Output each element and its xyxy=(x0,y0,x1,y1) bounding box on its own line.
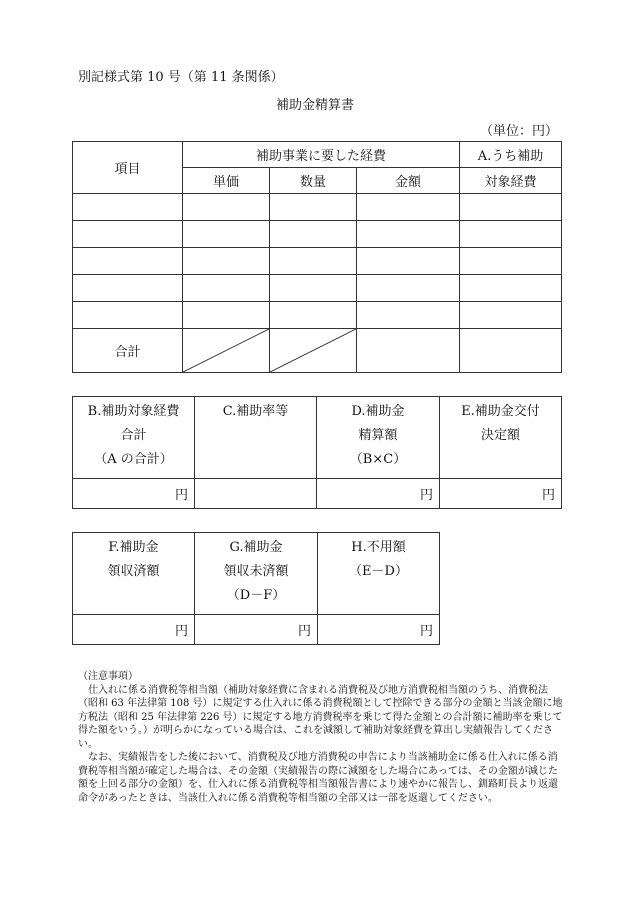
eligible-cell[interactable] xyxy=(460,275,562,302)
notes-section xyxy=(78,670,564,805)
item-cell[interactable] xyxy=(73,248,183,275)
quantity-cell[interactable] xyxy=(270,248,357,275)
yen-label: 円 xyxy=(297,624,311,639)
f-line1: F.補助金 xyxy=(108,540,159,555)
amount-cell[interactable] xyxy=(357,221,460,248)
yen-label: 円 xyxy=(174,624,188,639)
yen-label: 円 xyxy=(419,624,433,639)
amount-cell[interactable] xyxy=(357,275,460,302)
eligible-cell[interactable] xyxy=(460,302,562,329)
eligible-header-line2: 対象経費 xyxy=(460,168,562,194)
g-line3: （D－F） xyxy=(226,588,286,603)
table-row xyxy=(73,302,562,329)
eligible-header-line1: A.うち補助 xyxy=(460,142,562,168)
g-value-cell[interactable] xyxy=(195,615,318,645)
e-line2: 決定額 xyxy=(480,428,520,443)
notes-paragraph-1: 仕入れに係る消費税等相当額（補助対象経費に含まれる消費税及び地方消費税相当額のうち、消費税法（昭和 63 年法律第 108 号）に規定する仕入れに係る消費税額として控除できる部分の金額と当該金額に地方税法（昭和 25 年法律第 226 号）に規定する地方消費税率を乗じて得た金額との合計額に補助率を乗じて得た額をいう。）が明らかになっている場合は、これを減額して補助対象経費を算出し実績報告してください。 xyxy=(78,684,563,750)
quantity-total-slash xyxy=(270,329,357,373)
form-label: 別記様式第 10 号（第 11 条関係） xyxy=(78,70,284,85)
amount-cell[interactable] xyxy=(357,194,460,221)
d-value-cell[interactable] xyxy=(317,479,440,509)
h-line2: （E－D） xyxy=(349,564,408,579)
item-cell[interactable] xyxy=(73,221,183,248)
unit-price-cell[interactable] xyxy=(183,194,270,221)
b-eligible-total-header xyxy=(73,397,195,479)
unit-price-cell[interactable] xyxy=(183,221,270,248)
unit-price-cell[interactable] xyxy=(183,275,270,302)
g-unreceived-header xyxy=(195,533,318,615)
unit-price-header: 単価 xyxy=(183,168,270,194)
unit-price-total-slash xyxy=(183,329,270,373)
amount-cell[interactable] xyxy=(357,248,460,275)
settlement-table xyxy=(72,396,562,509)
f-received-header xyxy=(73,533,195,615)
e-line1: E.補助金交付 xyxy=(461,404,540,419)
e-grant-decision-header xyxy=(440,397,562,479)
c-line1: C.補助率等 xyxy=(222,404,289,419)
quantity-header: 数量 xyxy=(270,168,357,194)
item-cell[interactable] xyxy=(73,194,183,221)
receipt-table xyxy=(72,532,440,645)
eligible-cell[interactable] xyxy=(460,221,562,248)
amount-cell[interactable] xyxy=(357,302,460,329)
b-line2: 合計 xyxy=(120,428,147,443)
notes-paragraph-2: なお、実績報告をした後において、消費税及び地方消費税の申告により当該補助金に係る仕入れに係る消費税等相当額が確定した場合は、その金額（実績報告の際に減額をした場合にあっては、その金額が減じた額を上回る部分の金額）を、仕入れに係る消費税等相当額報告書により速やかに報告し、釧路町長より返還命令があったときは、当該仕入れに係る消費税等相当額の全部又は一部を返還してください。 xyxy=(78,752,558,804)
unit-price-cell[interactable] xyxy=(183,302,270,329)
notes-heading: （注意事項） xyxy=(78,671,138,682)
table-row xyxy=(73,248,562,275)
expense-group-header: 補助事業に要した経費 xyxy=(183,142,460,168)
b-value-cell[interactable] xyxy=(73,479,195,509)
quantity-cell[interactable] xyxy=(270,302,357,329)
table-row xyxy=(73,194,562,221)
expense-table xyxy=(72,141,562,373)
d-line3: （B×C） xyxy=(349,452,407,467)
table-row xyxy=(73,275,562,302)
document-title: 補助金精算書 xyxy=(275,98,354,113)
c-subsidy-rate-header xyxy=(195,397,317,479)
e-value-cell[interactable] xyxy=(440,479,562,509)
item-header: 項目 xyxy=(73,142,183,194)
f-value-cell[interactable] xyxy=(73,615,195,645)
h-value-cell[interactable] xyxy=(318,615,440,645)
d-settlement-amount-header xyxy=(317,397,440,479)
yen-label: 円 xyxy=(541,488,555,503)
quantity-cell[interactable] xyxy=(270,275,357,302)
g-line2: 領収未済額 xyxy=(223,564,289,579)
c-value-cell[interactable] xyxy=(195,479,317,509)
f-line2: 領収済額 xyxy=(107,564,160,579)
amount-total-cell[interactable] xyxy=(357,329,460,373)
quantity-cell[interactable] xyxy=(270,221,357,248)
h-unused-header xyxy=(318,533,440,615)
total-label: 合計 xyxy=(73,329,183,373)
h-line1: H.不用額 xyxy=(351,540,406,555)
eligible-cell[interactable] xyxy=(460,248,562,275)
yen-label: 円 xyxy=(174,488,188,503)
d-line1: D.補助金 xyxy=(351,404,405,419)
unit-label: （単位：円） xyxy=(479,124,558,139)
item-cell[interactable] xyxy=(73,302,183,329)
g-line1: G.補助金 xyxy=(229,540,283,555)
item-cell[interactable] xyxy=(73,275,183,302)
eligible-total-cell[interactable] xyxy=(460,329,562,373)
d-line2: 精算額 xyxy=(358,428,398,443)
table-row xyxy=(73,221,562,248)
yen-label: 円 xyxy=(419,488,433,503)
quantity-cell[interactable] xyxy=(270,194,357,221)
eligible-cell[interactable] xyxy=(460,194,562,221)
total-row xyxy=(73,329,562,373)
amount-header: 金額 xyxy=(357,168,460,194)
unit-price-cell[interactable] xyxy=(183,248,270,275)
b-line1: B.補助対象経費 xyxy=(87,404,180,419)
b-line3: （A の合計） xyxy=(94,452,173,467)
